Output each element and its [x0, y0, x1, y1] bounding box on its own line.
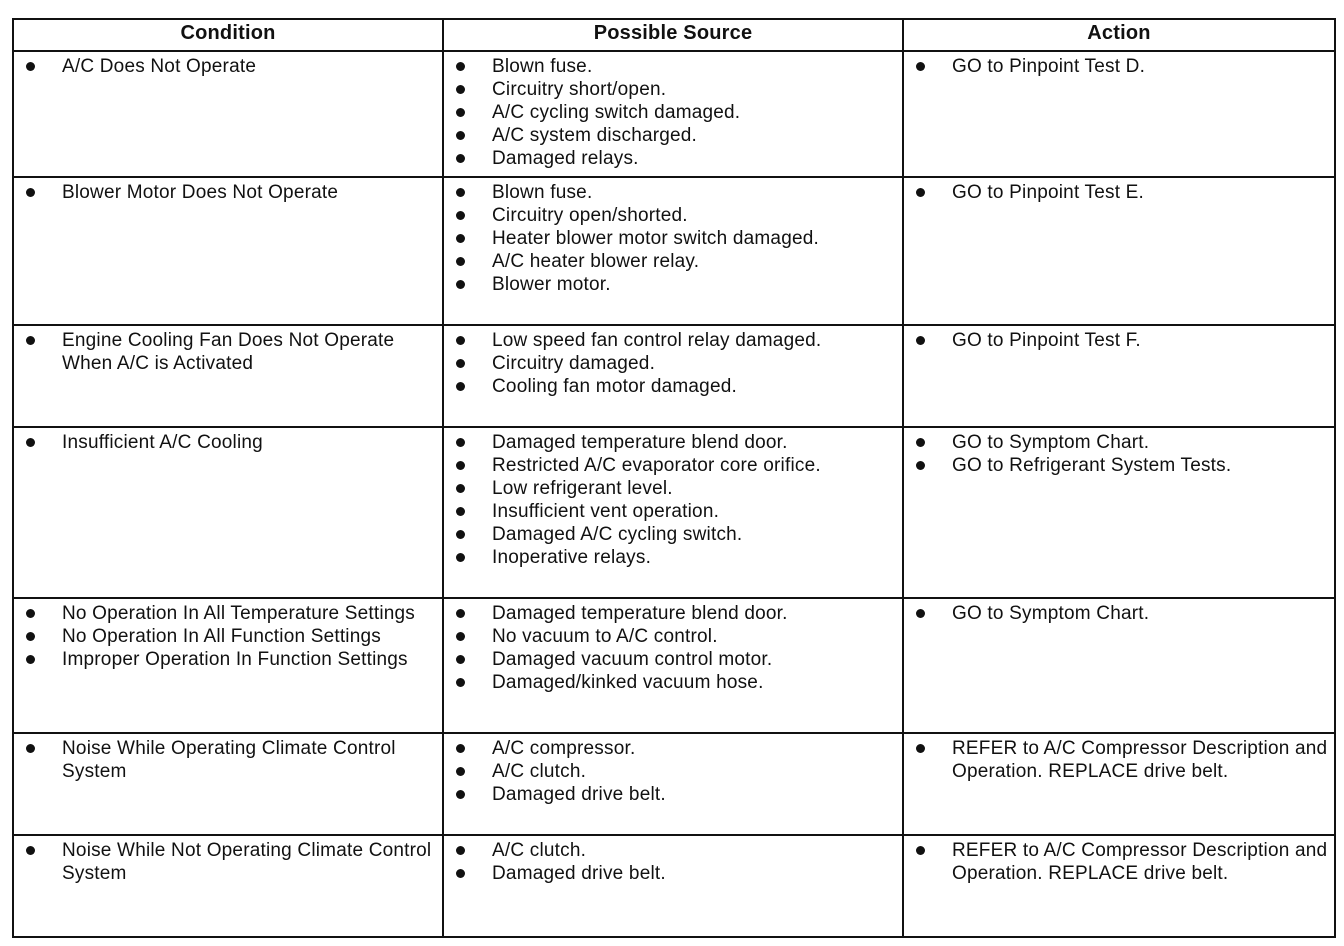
source-item: Damaged A/C cycling switch.: [452, 523, 896, 546]
action-cell: [903, 177, 1335, 325]
source-cell: [443, 733, 903, 835]
source-item: Blown fuse.: [452, 55, 896, 78]
header-possible-source: Possible Source: [443, 19, 903, 51]
source-item: A/C system discharged.: [452, 124, 896, 147]
source-item: Blown fuse.: [452, 181, 896, 204]
source-item: Low refrigerant level.: [452, 477, 896, 500]
condition-cell: [13, 325, 443, 427]
source-item: No vacuum to A/C control.: [452, 625, 896, 648]
source-item: A/C cycling switch damaged.: [452, 101, 896, 124]
table-row: [13, 598, 1335, 733]
condition-item: Engine Cooling Fan Does Not Operate When A/C is Activated: [22, 329, 436, 375]
action-item: GO to Symptom Chart.: [912, 431, 1328, 454]
header-condition: Condition: [13, 19, 443, 51]
condition-item: A/C Does Not Operate: [22, 55, 436, 78]
source-cell: [443, 835, 903, 937]
condition-item: Noise While Operating Climate Control System: [22, 737, 436, 783]
source-item: Restricted A/C evaporator core orifice.: [452, 454, 896, 477]
table-row: [13, 51, 1335, 177]
source-item: Damaged/kinked vacuum hose.: [452, 671, 896, 694]
source-item: Circuitry damaged.: [452, 352, 896, 375]
source-cell: [443, 51, 903, 177]
source-cell: [443, 177, 903, 325]
action-cell: [903, 598, 1335, 733]
source-item: Damaged temperature blend door.: [452, 602, 896, 625]
condition-cell: [13, 835, 443, 937]
action-cell: [903, 427, 1335, 598]
action-item: GO to Symptom Chart.: [912, 602, 1328, 625]
action-cell: [903, 835, 1335, 937]
source-cell: [443, 325, 903, 427]
source-cell: [443, 427, 903, 598]
source-item: Heater blower motor switch damaged.: [452, 227, 896, 250]
source-item: A/C clutch.: [452, 839, 896, 862]
table-row: [13, 835, 1335, 937]
condition-cell: [13, 177, 443, 325]
table-row: [13, 177, 1335, 325]
action-cell: [903, 51, 1335, 177]
source-item: Damaged drive belt.: [452, 783, 896, 806]
action-item: GO to Pinpoint Test F.: [912, 329, 1328, 352]
header-row: [13, 19, 1335, 51]
source-item: Damaged temperature blend door.: [452, 431, 896, 454]
action-item: GO to Pinpoint Test D.: [912, 55, 1328, 78]
condition-item: No Operation In All Temperature Settings: [22, 602, 436, 625]
source-item: Cooling fan motor damaged.: [452, 375, 896, 398]
condition-item: Insufficient A/C Cooling: [22, 431, 436, 454]
source-item: Blower motor.: [452, 273, 896, 296]
action-item: GO to Pinpoint Test E.: [912, 181, 1328, 204]
condition-item: Improper Operation In Function Settings: [22, 648, 436, 671]
source-item: Damaged relays.: [452, 147, 896, 170]
diagnosis-chart-page: [12, 18, 1334, 938]
condition-cell: [13, 733, 443, 835]
condition-cell: [13, 427, 443, 598]
source-item: Low speed fan control relay damaged.: [452, 329, 896, 352]
table-row: [13, 325, 1335, 427]
condition-cell: [13, 598, 443, 733]
source-item: Damaged vacuum control motor.: [452, 648, 896, 671]
source-item: A/C compressor.: [452, 737, 896, 760]
source-item: Inoperative relays.: [452, 546, 896, 569]
condition-cell: [13, 51, 443, 177]
condition-item: No Operation In All Function Settings: [22, 625, 436, 648]
action-cell: [903, 325, 1335, 427]
diagnosis-table: [12, 18, 1336, 938]
source-cell: [443, 598, 903, 733]
source-item: Damaged drive belt.: [452, 862, 896, 885]
action-item: GO to Refrigerant System Tests.: [912, 454, 1328, 477]
header-action: Action: [903, 19, 1335, 51]
table-row: [13, 733, 1335, 835]
table-row: [13, 427, 1335, 598]
source-item: A/C clutch.: [452, 760, 896, 783]
source-item: Circuitry open/shorted.: [452, 204, 896, 227]
condition-item: Noise While Not Operating Climate Control System: [22, 839, 436, 885]
condition-item: Blower Motor Does Not Operate: [22, 181, 436, 204]
action-item: REFER to A/C Compressor Description and Operation. REPLACE drive belt.: [912, 839, 1328, 885]
source-item: Circuitry short/open.: [452, 78, 896, 101]
source-item: Insufficient vent operation.: [452, 500, 896, 523]
source-item: A/C heater blower relay.: [452, 250, 896, 273]
action-item: REFER to A/C Compressor Description and Operation. REPLACE drive belt.: [912, 737, 1328, 783]
action-cell: [903, 733, 1335, 835]
